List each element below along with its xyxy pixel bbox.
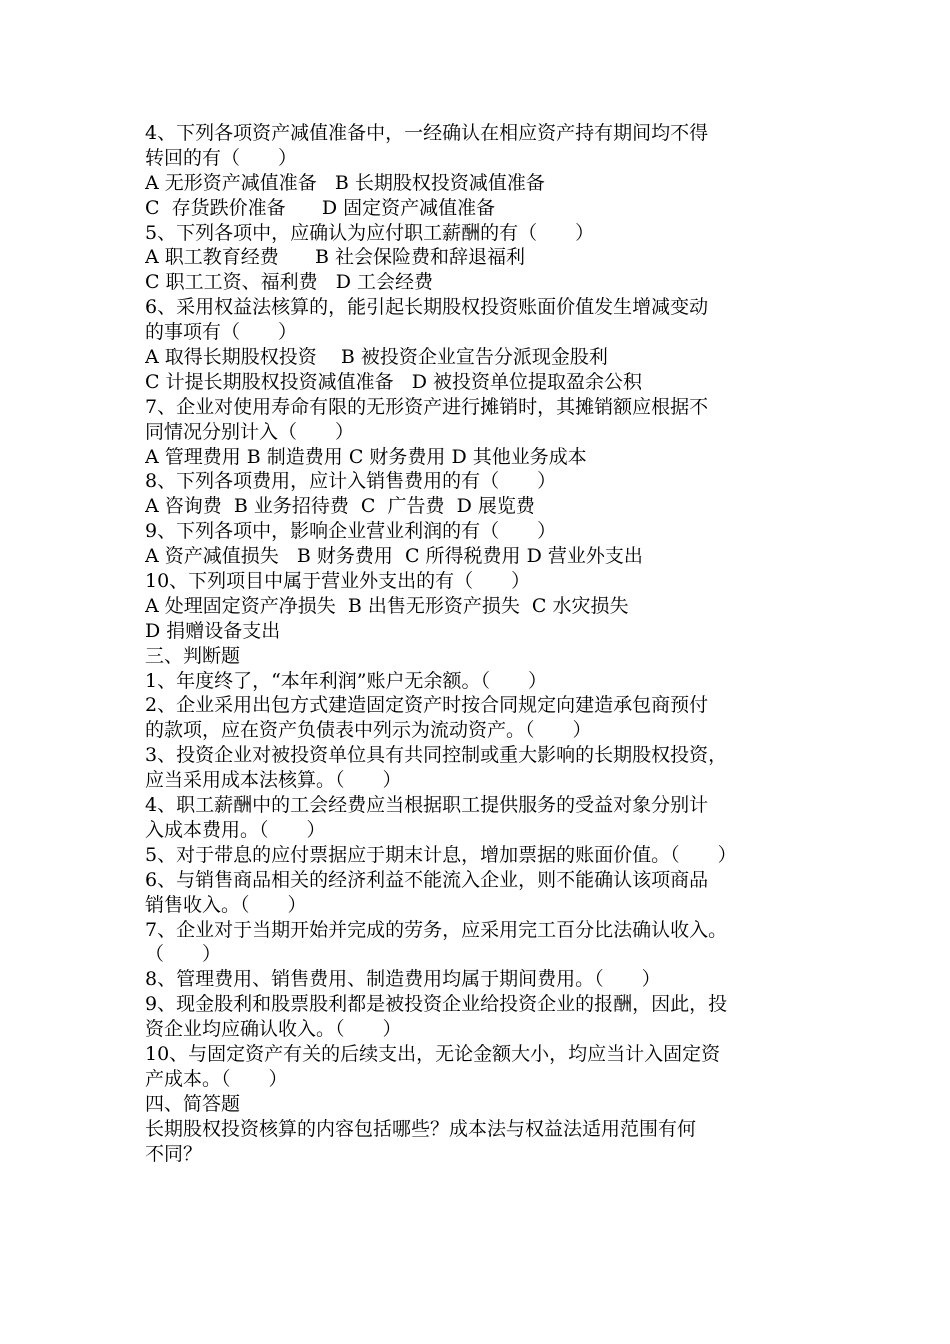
q10-options-abc: A 处理固定资产净损失 B 出售无形资产损失 C 水灾损失 (145, 594, 629, 617)
tf4-line1: 4、职工薪酬中的工会经费应当根据职工提供服务的受益对象分别计 (145, 794, 709, 817)
q7-stem-line2: 同情况分别计入（ ） (145, 420, 355, 443)
tf3-line1: 3、投资企业对被投资单位具有共同控制或重大影响的长期股权投资， (145, 744, 728, 767)
tf7-line1: 7、企业对于当期开始并完成的劳务，应采用完工百分比法确认收入。 (145, 918, 728, 941)
section-heading-true-false: 三、判断题 (145, 644, 241, 667)
q5-options-cd: C 职工工资、福利费 D 工会经费 (145, 271, 433, 294)
tf6-line2: 销售收入。（ ） (145, 893, 307, 916)
tf5: 5、对于带息的应付票据应于期末计息，增加票据的账面价值。（ ） (145, 843, 737, 866)
tf4-line2: 入成本费用。（ ） (145, 818, 326, 841)
tf10-line1: 10、与固定资产有关的后续支出，无论金额大小，均应当计入固定资 (145, 1042, 721, 1065)
sa1-line1: 长期股权投资核算的内容包括哪些？成本法与权益法适用范围有何 (145, 1117, 697, 1140)
tf9-line2: 资企业均应确认收入。（ ） (145, 1018, 402, 1041)
q4-stem-line2: 转回的有（ ） (145, 146, 298, 169)
document-page (145, 121, 825, 1166)
q9-stem: 9、下列各项中，影响企业营业利润的有（ ） (145, 520, 557, 543)
q8-options: A 咨询费 B 业务招待费 C 广告费 D 展览费 (145, 495, 535, 518)
q4-options-ab: A 无形资产减值准备 B 长期股权投资减值准备 (145, 171, 545, 194)
q10-stem: 10、下列项目中属于营业外支出的有（ ） (145, 570, 531, 593)
tf2-line1: 2、企业采用出包方式建造固定资产时按合同规定向建造承包商预付 (145, 694, 709, 717)
q6-stem-line2: 的事项有（ ） (145, 321, 298, 344)
q5-options-ab: A 职工教育经费 B 社会保险费和辞退福利 (145, 246, 526, 269)
tf2-line2: 的款项，应在资产负债表中列示为流动资产。（ ） (145, 719, 592, 742)
q4-stem-line1: 4、下列各项资产减值准备中，一经确认在相应资产持有期间均不得 (145, 122, 709, 144)
q5-stem: 5、下列各项中，应确认为应付职工薪酬的有（ ） (145, 221, 595, 244)
q10-options-d: D 捐赠设备支出 (145, 619, 281, 642)
q6-options-ab: A 取得长期股权投资 B 被投资企业宣告分派现金股利 (145, 346, 608, 369)
section-heading-short-answer: 四、简答题 (145, 1092, 241, 1115)
tf1: 1、年度终了，“本年利润”账户无余额。（ ） (145, 669, 548, 692)
q6-options-cd: C 计提长期股权投资减值准备 D 被投资单位提取盈余公积 (145, 370, 642, 393)
tf9-line1: 9、现金股利和股票股利都是被投资企业给投资企业的报酬，因此，投 (145, 993, 728, 1016)
q9-options: A 资产减值损失 B 财务费用 C 所得税费用 D 营业外支出 (145, 545, 643, 568)
q4-options-cd: C 存货跌价准备 D 固定资产减值准备 (145, 196, 496, 219)
tf6-line1: 6、与销售商品相关的经济利益不能流入企业，则不能确认该项商品 (145, 868, 709, 891)
tf3-line2: 应当采用成本法核算。（ ） (145, 769, 402, 792)
q6-stem-line1: 6、采用权益法核算的，能引起长期股权投资账面价值发生增减变动 (145, 296, 709, 319)
q7-stem-line1: 7、企业对使用寿命有限的无形资产进行摊销时，其摊销额应根据不 (145, 395, 709, 418)
tf10-line2: 产成本。（ ） (145, 1067, 288, 1090)
sa1-line2: 不同？ (145, 1142, 203, 1165)
tf8: 8、管理费用、销售费用、制造费用均属于期间费用。（ ） (145, 968, 661, 991)
q7-options: A 管理费用 B 制造费用 C 财务费用 D 其他业务成本 (145, 445, 587, 468)
tf7-line2: （ ） (145, 943, 222, 966)
q8-stem: 8、下列各项费用，应计入销售费用的有（ ） (145, 470, 557, 493)
